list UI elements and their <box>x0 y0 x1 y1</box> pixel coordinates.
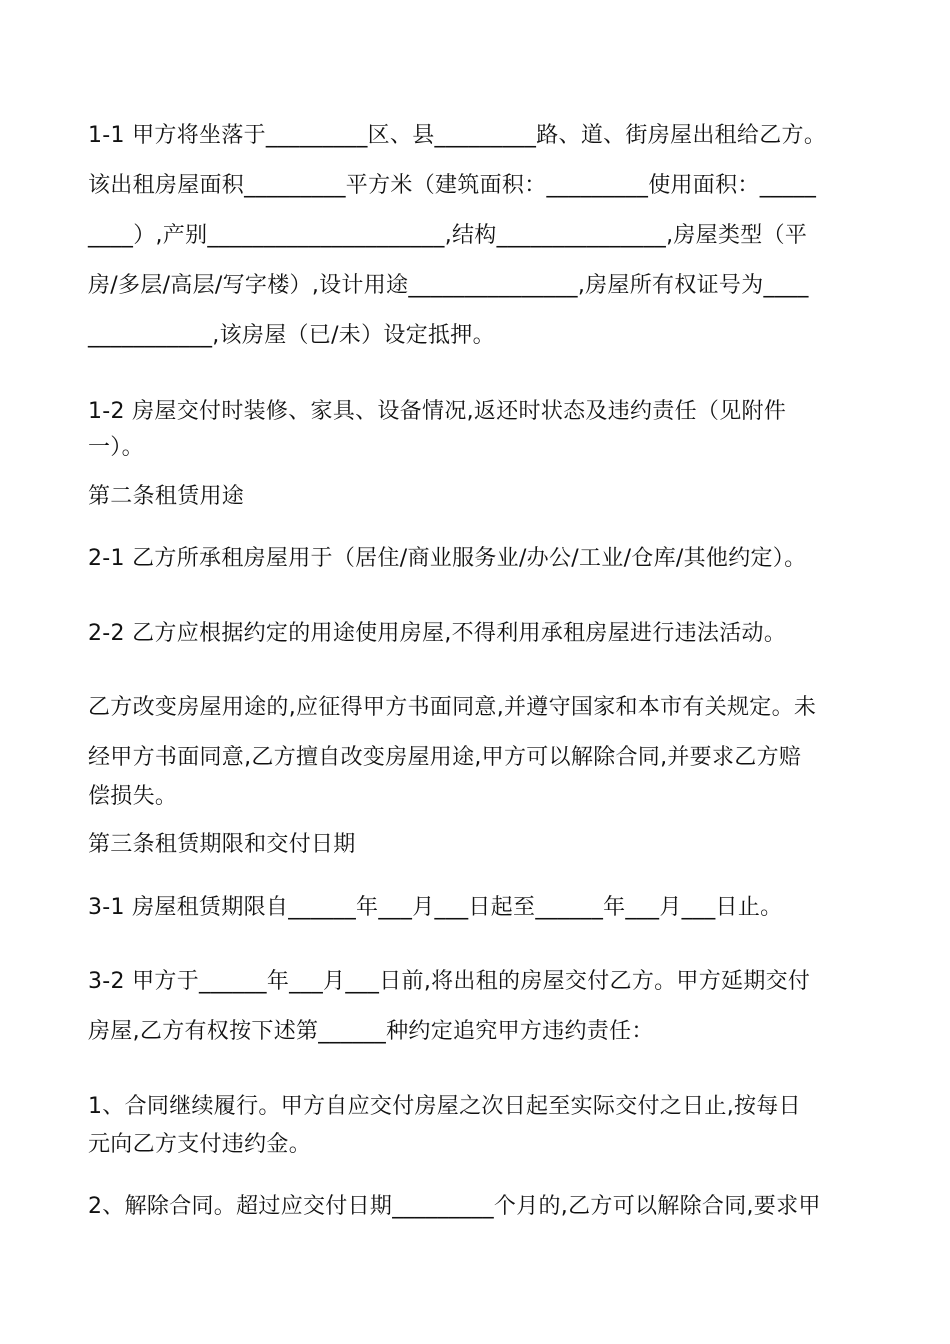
section-heading-2: 第二条租赁用途 <box>88 484 245 509</box>
clause-2-2: 2-2 乙方应根据约定的用途使用房屋,不得利用承租房屋进行违法活动。 <box>88 621 787 646</box>
option-1-line-2: 元向乙方支付违约金。 <box>88 1132 312 1157</box>
clause-3-2-line-1: 3-2 甲方于______年___月___日前,将出租的房屋交付乙方。甲方延期交付 <box>88 969 811 994</box>
clause-1-1-line-4: 房/多层/高层/写字楼）,设计用途_______________,房屋所有权证号为____ <box>88 273 809 298</box>
paragraph-use-change-line-3: 偿损失。 <box>88 784 178 809</box>
clause-1-1-line-2: 该出租房屋面积_________平方米（建筑面积：_________使用面积：_____ <box>88 173 817 198</box>
clause-1-1-line-1: 1-1 甲方将坐落于_________区、县_________路、道、街房屋出租给乙方。 <box>88 123 827 148</box>
clause-1-2-line-1: 1-2 房屋交付时装修、家具、设备情况,返还时状态及违约责任（见附件 <box>88 399 787 424</box>
paragraph-use-change-line-1: 乙方改变房屋用途的,应征得甲方书面同意,并遵守国家和本市有关规定。未 <box>88 695 817 720</box>
paragraph-use-change-line-2: 经甲方书面同意,乙方擅自改变房屋用途,甲方可以解除合同,并要求乙方赔 <box>88 745 802 770</box>
clause-3-1: 3-1 房屋租赁期限自______年___月___日起至______年___月___日止。 <box>88 895 783 920</box>
option-2-line-1: 2、解除合同。超过应交付日期_________个月的,乙方可以解除合同,要求甲 <box>88 1194 821 1219</box>
clause-1-2-line-2: 一）。 <box>88 435 144 460</box>
section-heading-3: 第三条租赁期限和交付日期 <box>88 832 356 857</box>
clause-2-1: 2-1 乙方所承租房屋用于（居住/商业服务业/办公/工业/仓库/其他约定）。 <box>88 546 807 571</box>
clause-1-1-line-3: ____）,产别_____________________,结构_______________,房屋类型（平 <box>88 223 808 248</box>
option-1-line-1: 1、合同继续履行。甲方自应交付房屋之次日起至实际交付之日止,按每日 <box>88 1094 801 1119</box>
clause-1-1-line-5: ___________,该房屋（已/未）设定抵押。 <box>88 323 495 348</box>
clause-3-2-line-2: 房屋,乙方有权按下述第______种约定追究甲方违约责任： <box>88 1019 654 1044</box>
